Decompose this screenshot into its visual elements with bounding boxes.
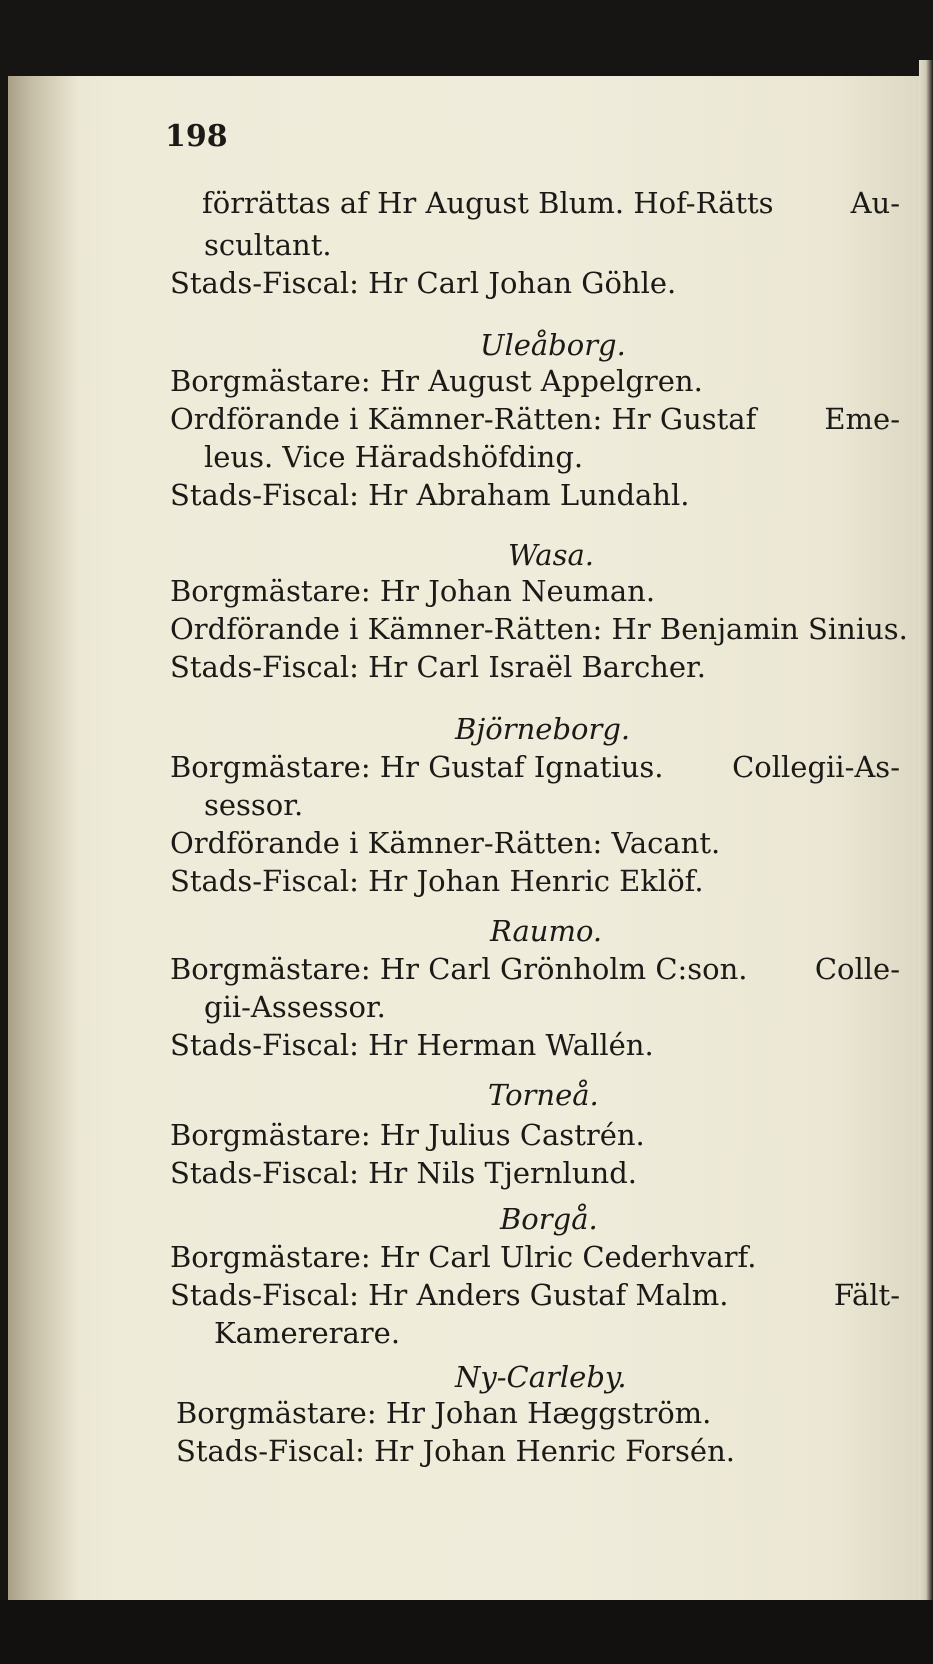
section-heading-raumo: Raumo. bbox=[490, 914, 603, 948]
section-heading-bjorneborg: Björneborg. bbox=[455, 712, 631, 746]
scan-background bbox=[0, 1600, 933, 1664]
text-line bbox=[170, 402, 900, 436]
text-line: Stads-Fiscal: Hr Carl Israël Barcher. bbox=[170, 650, 706, 684]
text-line bbox=[202, 186, 900, 220]
section-heading-ny-carleby: Ny-Carleby. bbox=[455, 1360, 627, 1394]
book-gutter bbox=[8, 76, 78, 1604]
text-line bbox=[170, 952, 900, 986]
text-line: Borgmästare: Hr August Appelgren. bbox=[170, 364, 703, 398]
text-line: Borgmästare: Hr Johan Hæggström. bbox=[176, 1396, 712, 1430]
text-line: gii-Assessor. bbox=[204, 990, 386, 1024]
text-line: Kamererare. bbox=[214, 1316, 401, 1350]
page-edge bbox=[919, 60, 933, 1620]
text-line: Ordförande i Kämner-Rätten: Vacant. bbox=[170, 826, 721, 860]
section-heading-borga: Borgå. bbox=[500, 1202, 598, 1236]
section-heading-uleaborg: Uleåborg. bbox=[480, 328, 626, 362]
text-line: Stads-Fiscal: Hr Abraham Lundahl. bbox=[170, 478, 690, 512]
text-line: sessor. bbox=[204, 788, 304, 822]
text-segment: Fält- bbox=[833, 1278, 900, 1312]
text-line: Ordförande i Kämner-Rätten: Hr Benjamin Sinius. bbox=[170, 612, 908, 646]
section-heading-tornea: Torneå. bbox=[488, 1078, 599, 1112]
text-line: Stads-Fiscal: Hr Carl Johan Göhle. bbox=[170, 266, 677, 300]
text-line: Stads-Fiscal: Hr Herman Wallén. bbox=[170, 1028, 654, 1062]
text-segment: Borgmästare: Hr Gustaf Ignatius. bbox=[170, 750, 664, 784]
text-line: Borgmästare: Hr Johan Neuman. bbox=[170, 574, 656, 608]
text-line: Stads-Fiscal: Hr Johan Henric Eklöf. bbox=[170, 864, 704, 898]
text-segment: förrättas af Hr August Blum. Hof-Rätts bbox=[202, 186, 774, 220]
text-segment: Collegii-As- bbox=[732, 750, 900, 784]
text-line: scultant. bbox=[204, 228, 332, 262]
text-line: Stads-Fiscal: Hr Johan Henric Forsén. bbox=[176, 1434, 735, 1468]
text-line bbox=[170, 1278, 900, 1312]
page-number: 198 bbox=[165, 119, 228, 154]
text-segment: Colle- bbox=[814, 952, 900, 986]
text-line: Borgmästare: Hr Carl Ulric Cederhvarf. bbox=[170, 1240, 757, 1274]
text-line: leus. Vice Häradshöfding. bbox=[204, 440, 584, 474]
section-heading-wasa: Wasa. bbox=[508, 538, 594, 572]
text-line: Borgmästare: Hr Julius Castrén. bbox=[170, 1118, 645, 1152]
text-line bbox=[170, 750, 900, 784]
text-segment: Ordförande i Kämner-Rätten: Hr Gustaf bbox=[170, 402, 757, 436]
text-segment: Eme- bbox=[824, 402, 900, 436]
text-line: Stads-Fiscal: Hr Nils Tjernlund. bbox=[170, 1156, 637, 1190]
text-segment: Stads-Fiscal: Hr Anders Gustaf Malm. bbox=[170, 1278, 729, 1312]
text-segment: Au- bbox=[850, 186, 900, 220]
text-segment: Borgmästare: Hr Carl Grönholm C:son. bbox=[170, 952, 748, 986]
